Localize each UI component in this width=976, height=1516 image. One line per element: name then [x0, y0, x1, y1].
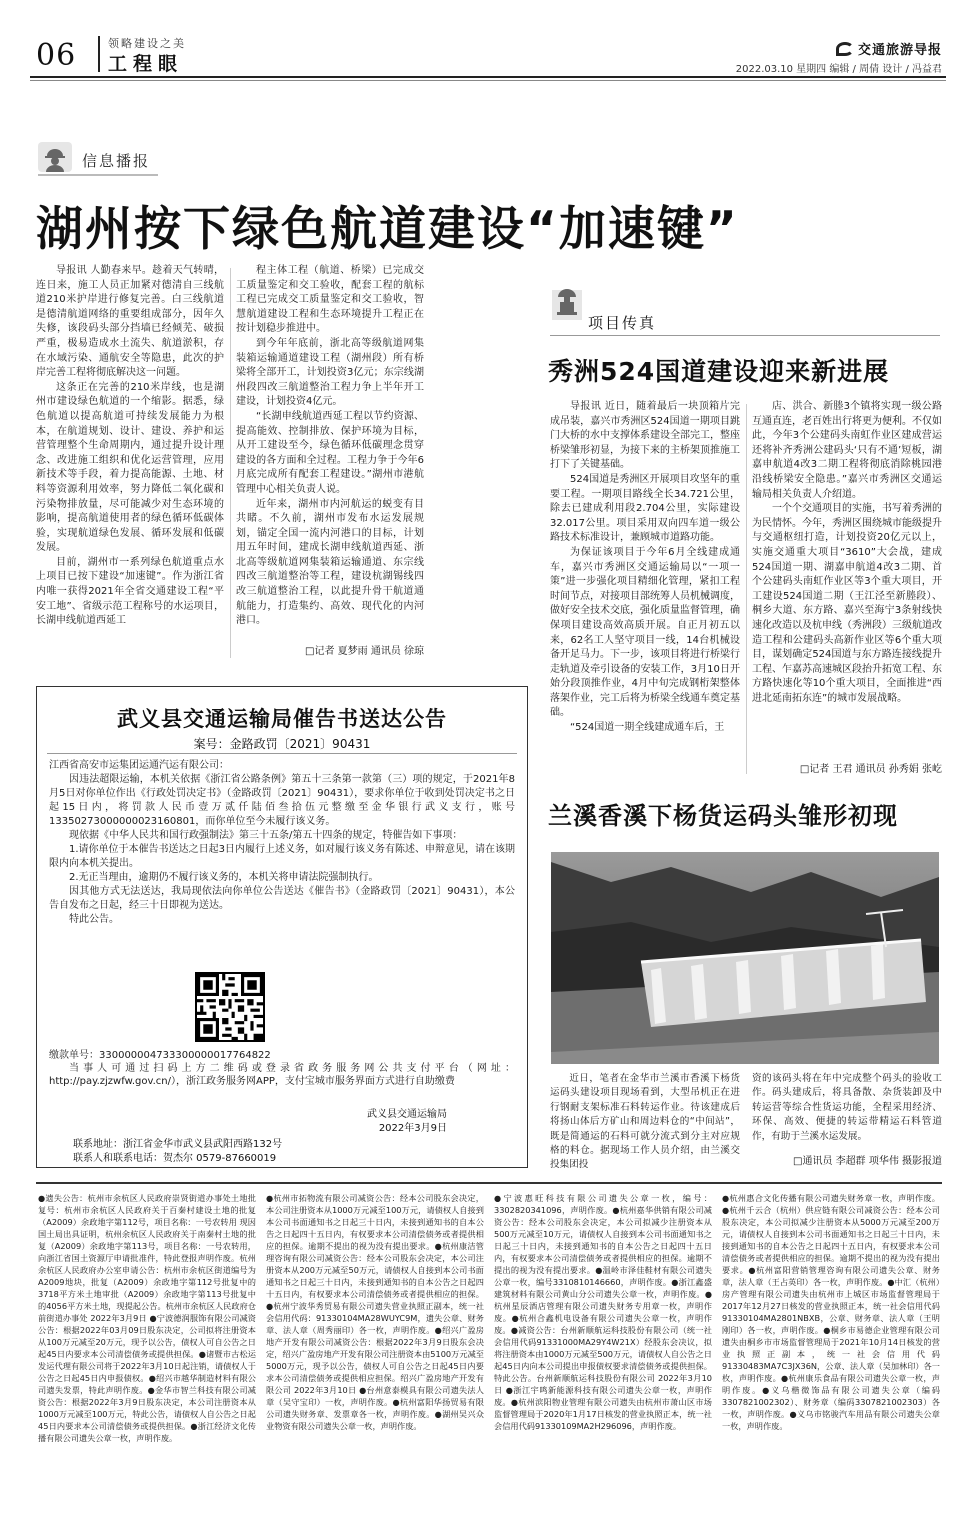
paragraph: 到今年年底前，浙北高等级航道网集装箱运输通道建设工程（湖州段）所有桥梁将全部开工，计划投资3亿元；东宗线湖州段四改三航道整治工程力争上半年开工建设，计划投资4亿元。: [236, 337, 424, 408]
newspaper-brand: [836, 39, 942, 58]
paragraph: 导报讯 人勤春来早。趁着天气转晴，连日来，施工人员正加紧对德清自三线航道210米护岸进行修复完善。白三线航道是德清航道网络的重要组成部分，因年久失修，该段码头部分挡墙已经倾芜、破损严重，极易造成水土流失、航道淤积，存在水域污染、通航安全等隐患，此次的护岸完善工程将彻底解决这一问题。: [36, 265, 224, 379]
column-kicker: 信息播报: [82, 152, 151, 170]
page-number: 06: [36, 38, 77, 73]
column-rule: [230, 268, 231, 658]
paragraph: 近日，笔者在金华市兰溪市香溪下杨货运码头建设项目现场看到，大型吊机正在进行钢耐支架标准石料转运作业。待该建成后将扬山体后方矿山和周边料仓的“中间站”，既是简通运的石料可就分流式到分主对应规格的料仓。据现场工作人员介绍，由兰溪交投集团投: [550, 1073, 740, 1171]
payment-qr-code[interactable]: [195, 972, 265, 1042]
paragraph: “长湖申线航道西延工程以节约资源、提高能效、控制排放、保护环境为目标，从开工建设至今，绿色循环低碳理念贯穿建设的各方面和全过程。工程力争于今年6月底完成所有配套工程建设。”湖州市港航管理中心相关负责人说。: [236, 410, 424, 495]
paragraph: 一个个交通项目的实施，书写着秀洲的为民情怀。今年，秀洲区围绕城市能级提升与交通枢纽打造，计划投资20亿元以上，实施交通重大项目“3610”大会战，建成524国道一期、湖嘉申航道4改3二期、首个公建码头南虹作业区等3个重大项目，开工建设524国道二期（王江泾至新塍段）、桐乡大道、东方路、嘉兴至海宁3条射线快速化改造以及杭申线（秀洲段）三级航道改造工程和公建码头高新作业区等6个重大项目，谋划确定524国道与东方路连接线提升工程、乍嘉苏高速城区段抬升拓宽工程、东方路快速化等10个重大项目，全面推进“西进北延南拓东连”的城市发展战略。: [752, 503, 942, 704]
notice-rule: [47, 753, 517, 754]
public-notice-box: [36, 686, 528, 1168]
article2-column-2: [752, 400, 942, 706]
article1-byline: □记者 夏梦雨 通讯员 徐琼: [305, 646, 424, 657]
paragraph: 2.无正当理由，逾期仍不履行该义务的，本机关将申请法院强制执行。: [69, 872, 379, 883]
worker-helmet-icon: [38, 142, 72, 172]
paragraph: 因其他方式无法送达，我局现依法向你单位公告送达《催告书》（金路政罚〔2021〕90431），本公告自发布之日起，经三十日即视为送达。: [49, 886, 515, 911]
brand-logo-icon: [836, 42, 854, 56]
notice-contact: 联系人和联系电话：贺杰尔 0579-87660019: [73, 1153, 277, 1164]
main-headline: 湖州按下绿色航道建设“加速键”: [36, 202, 739, 257]
paragraph: 目前，湖州市一系列绿色航道重点水上项目已按下建设“加速键”。作为浙江省内唯一获得2021年全省交通建设工程“平安工地”、省级示范工程称号的水运项目，长湖申线航道西延工: [36, 556, 224, 627]
notice-payment-instructions: 当事人可通过扫码上方二维码或登录省政务服务网公共支付平台（网址：http://pay.zjzwfw.gov.cn/），浙江政务服务网APP，支付宝城市服务界面方式进行自助缴费: [49, 1063, 515, 1087]
paragraph: 程主体工程（航道、桥梁）已完成交工质量鉴定和交工验收，配套工程的航标工程已完成交工质量鉴定和交工验收，智慧航道建设工程和生态环境提升工程正在按计划稳步推进中。: [236, 265, 424, 335]
paragraph: 导报讯 近日，随着最后一块顶箱片完成吊装，嘉兴市秀洲区524国道一期项目跳门大桥的水中支撑体系建设全部完工，整座桥梁雏形初显，为接下来的主桥架顶推施工打下了关键基础。: [550, 401, 740, 471]
notice-body: [49, 759, 515, 927]
paragraph: 店、洪合、新塍3个镇将实现一级公路互通直连，老百姓出行将更为便利。不仅如此，今年3个公建码头南虹作业区建成营运还将补齐秀洲公建码头‘只有不通’短板，湖嘉申航道4改3二期工程将彻底消除桃园港沿线桥梁安全隐患。”嘉兴市秀洲区交通运输局相关负责人介绍道。: [752, 401, 942, 500]
masthead-slogan: 领略建设之美: [108, 37, 186, 50]
paragraph: 因违法超限运输，本机关依据《浙江省公路条例》第五十三条第一款第（三）项的规定，于2021年8月5日对你单位作出《行政处罚决定书》（金路政罚〔2021〕90431），要求你单位于收到处罚决定书之日起15日内，将罚款人民币壹万贰仟陆佰叁拾伍元整缴至金华银行武义支行，账号13350273000000023160801，而你单位至今未履行该义务。: [49, 774, 515, 827]
paragraph: 1.请你单位于本催告书送达之日起3日内履行上述义务，如对履行该义务有陈述、申辩意见，请在该期限内向本机关提出。: [49, 844, 515, 869]
article3-byline: □通讯员 李超群 项华伟 摄影报道: [793, 1156, 942, 1167]
dateline: 2022.03.10 星期四 编辑 / 周倩 设计 / 冯益君: [735, 64, 942, 75]
article2-byline: □记者 王君 通讯员 孙秀娟 张屹: [799, 764, 942, 775]
paragraph: 为保证该项目于今年6月全线建成通车，嘉兴市秀洲区交通运输局以“一项一策”进一步强化项目精细化管理，紧扣工程时间节点，对接项目部统筹人员机械调度，做好安全技术交底，强化质量监督管理，确保项目建设高效高质开展。自正月初五以来，62名工人坚守项目一线，14台机械设备开足马力。下一步，该项目将进行桥梁行走轨道及牵引设备的安装工作，3月10日开始分段顶推作业，4月中旬完成钢桁架整体落架作业，完工后将为桥梁全线通车奠定基础。: [550, 546, 740, 719]
ads-column-4: ●杭州惠合文化传播有限公司遗失财务章一枚，声明作废。●杭州千云合（杭州）供应链有限公司减资公告：经本公司股东决定，本公司拟减少注册资本从5000万元减至200万元，请债权人自接到本公司书面通知书之日起三十日内，未接到通知书的自本公告之日起四十五日内，有权要求本公司清偿债务或者提供相应的担保。逾期不提出的视为没有提出要求。●杭州富阳营销管理咨询有限公司遗失公章、财务章，法人章（王占英印）各一枚，声明作废。●中汇（杭州）房产管理有限公司遗失由杭州市上城区市场监督管理局于2017年12月27日核发的营业执照正本，统一社会信用代码91330104MA2801NBXB，公章、财务章、法人章（王明刚印）各一枚，声明作废。●桐乡市易德企业管理有限公司遗失由桐乡市市场监督管理局于2021年10月14日核发的营业执照正副本，统一社会信用代码91330483MA7C3JX36N，公章、法人章（吴加林印）各一枚，声明作废。●杭州康乐食品有限公司遗失公章一枚，声明作废。●义乌楷微饰品有限公司遗失公章（编码3307821002302）、财务章（编码3307821002303）各一枚，声明作废。●义乌市铭骏汽车用品有限公司遗失公章一枚，声明作废。: [722, 1193, 940, 1431]
classified-ads: [36, 1182, 942, 1498]
ads-column-1: ●遗失公告：杭州市余杭区人民政府崇贤街道办事处土地批复号：杭州市余杭区人民政府关于百秦村建设土地的批复（A2009）余政地字第112号，项目名称：一号农转用 现因国土局出具证明，杭州余杭区人民政府关于南秦村土地的批复（A2009）余政地字第113号，项目名称：一号农转用，向浙江省国土资源厅申请批准件，特此登报声明作废。杭州余杭区人民政府办公室申请公告：杭州市余杭区街道编号为A2009地块，批复（A2009）余政地字第112号批复中的3718平方米土地审批（A2009）余政地字第113号批复中的4056平方米土地，现提起公告。杭州市余杭区人民政府仓前街道办事处 2022年3月9日 ●宁波德润服饰有限公司减资公告：根据2022年03月09日股东决定，公司拟将注册资本从100万元减至20万元，现予以公告，债权人可自公告之日起45日内要求本公司清偿债务或提供担保。●诸暨市古松运发运代理有限公司将于2022年3月10日起注销，请债权人于公告之日起45日内申报债权。●绍兴市越华制造材料有限公司遗失发票，特此声明作废。●金华市智兰科技有限公司减资公告：根据2022年3月9日股东决定，本公司注册资本从1000万元减至100万元，特此公告，请债权人自公告之日起45日内要求本公司清偿债务或提供担保。●浙江经济文化传播有限公司遗失公章一枚，声明作废。: [38, 1193, 256, 1443]
paragraph: 特此公告。: [69, 914, 119, 925]
ads-column-3: ●宁波惠旺科技有限公司遗失公章一枚，编号：3302820341096，声明作废。●杭州嘉华供销有限公司减资公告：经本公司股东会决定，本公司拟减少注册资本从500万元减至10万元，请债权人自接到本公司书面通知书之日起三十日内，未接到通知书的自本公告之日起四十五日内，有权要求本公司清偿债务或者提供相应的担保。逾期不提出的视为没有提出要求。●温岭市泽佳鞋材有限公司遗失公章一枚，编号3310810146660，声明作废。●浙江鑫盛建筑材料有限公司黄山分公司遗失公章一枚，声明作废。●杭州星辰酒店管理有限公司遗失财务专用章一枚，声明作废。●杭州合鑫机电设备有限公司遗失公章一枚，声明作废。●减资公告：台州新顺航运科技股份有限公司（统一社会信用代码91331000MA29Y4W21X）经股东会决议，拟将注册资本由1000万元减至500万元，请债权人自公告之日起45日内向本公司提出申报债权要求清偿债务或提供担保。特此公告。台州新顺航运科技股份有限公司 2022年3月10日 ●浙江宇鸣新能源科技有限公司遗失公章一枚，声明作废。●杭州滨阳物业管理有限公司遗失由杭州市萧山区市场监督管理局于2020年1月17日核发的营业执照正本，统一社会信用代码91330109MA2H296096，声明作废。: [494, 1193, 712, 1431]
article2-column-1: [550, 400, 740, 736]
construction-site-photo: [551, 852, 939, 1064]
article3-column-1: [550, 1072, 740, 1173]
masthead-divider: [98, 36, 100, 72]
notice-case-number: 案号：金路政罚〔2021〕90431: [193, 737, 371, 751]
masthead-rule: [30, 76, 946, 78]
paragraph: 近年来，湖州市内河航运的蜕变有目共睹。不久前，湖州市发布水运发展规划，锚定全国一流内河港口的目标，计划用五年时间，建成长湖申线航道西延、浙北高等级航道网集装箱运输通道、东宗线四改三航道整治等工程，建设杭湖锡线四改三航道整治工程，以此提升骨干航道通航能力，打造集约、高效、现代化的内河港口。: [236, 498, 424, 627]
column-rule: [746, 404, 747, 774]
section-name: 工程眼: [108, 53, 184, 75]
ads-column-2: ●杭州市拓物流有限公司减资公告：经本公司股东会决定，本公司注册资本从1000万元减至100万元，请债权人自接到本公司书面通知书之日起三十日内，未接到通知书的自本公告之日起四十五日内，有权要求本公司清偿债务或者提供相应的担保。逾期不提出的视为没有提出要求。●杭州康洁管理咨询有限公司减资公告：经本公司股东会决定，本公司注册资本从200万元减至50万元，请债权人自接到本公司书面通知书之日起三十日内，未接到通知书的自本公告之日起四十五日内，有权要求本公司清偿债务或者提供相应的担保。●杭州宁波华秀贸易有限公司遗失营业执照正副本，统一社会信用代码：91330104MA28WUYC9M，遗失公章、财务章、法人章（周秀丽印）各一枚，声明作废。●绍兴广盈房地产开发有限公司减资公告：根据2022年3月9日股东会决定，绍兴广盈房地产开发有限公司注册资本由5100万元减至5000万元，现予以公告，债权人可自公告之日起45日内要求本公司清偿债务或提供相应担保。绍兴广盈房地产开发有限公司 2022年3月10日 ●台州意泰模具有限公司遗失法人章（吴守宝印）一枚，声明作废。●杭州富阳华扬贸易有限公司遗失财务章、发票章各一枚，声明作废。●湖州吴兴众业物资有限公司遗失公章一枚，声明作废。: [266, 1193, 484, 1431]
kicker-underline: [38, 174, 158, 176]
project-column-label: 项目传真: [588, 314, 657, 332]
brand-name: 交通旅游导报: [857, 43, 942, 58]
project-rule: [550, 335, 940, 336]
paragraph: 资的该码头将在年中完成整个码头的验收工作。码头建成后，将具备散、杂货装卸及中转运营等综合性货运功能，全程采用经济、环保、高效、便捷的转运带精运石料管道作，有助于兰溪水运发展。: [752, 1073, 942, 1142]
article3-column-2: [752, 1072, 942, 1144]
paragraph: “524国道一期全线建成通车后，王: [570, 722, 725, 734]
notice-address: 联系地址：浙江省金华市武义县武阳西路132号: [73, 1139, 283, 1150]
notice-title: 武义县交通运输局催告书送达公告: [117, 707, 447, 731]
article3-headline: 兰溪香溪下杨货运码头雏形初现: [548, 802, 898, 830]
article1-column-1: [36, 264, 224, 629]
masthead-rule-thin: [30, 80, 946, 81]
notice-payment: [49, 1049, 515, 1088]
notice-payment-number: 缴款单号：330000004733300000017764822: [49, 1050, 271, 1061]
paragraph: 这条正在完善的210米岸线，也是湖州市建设绿色航道的一个缩影。据悉，绿色航道以提高航道可持续发展能力为根本，在航道规划、设计、建设、养护和运营管理整个生命周期内，通过提升设计理念、改进施工组织和优化运营管理，应用新技术等手段，着力提高能源、土地、材料等资源利用效率，努力降低二氧化碳和污染物排放量，尽可能减少对生态环境的影响，提高航道使用者的绿色循环低碳体验，实现航道绿色发展、循环发展和低碳发展。: [36, 381, 224, 554]
notice-date: 2022年3月9日: [378, 1123, 447, 1134]
notice-issuer: 武义县交通运输局: [367, 1109, 447, 1120]
article2-headline: 秀洲524国道建设迎来新进展: [548, 357, 890, 386]
notice-recipient: 江西省高安市运集团运通汽运有限公司：: [49, 760, 229, 771]
article1-column-2: [236, 264, 424, 629]
paragraph: 现依据《中华人民共和国行政强制法》第三十五条/第五十四条的规定，特催告如下事项：: [69, 830, 463, 841]
paragraph: 524国道是秀洲区开展项目攻坚年的重要工程。一期项目路线全长34.721公里，除去已建成利用段2.704公里，实际建设32.017公里。项目采用双向四车道一级公路技术标准设计，兼顾城市道路功能。: [550, 473, 740, 544]
project-helmet-icon: [552, 282, 582, 292]
